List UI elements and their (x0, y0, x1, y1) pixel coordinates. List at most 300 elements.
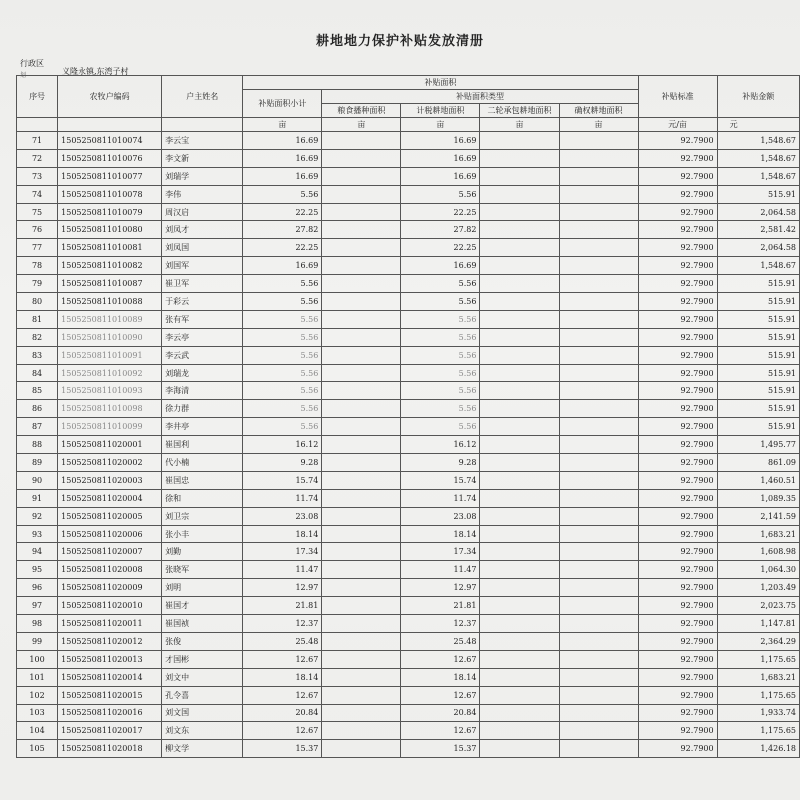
cell-taxed-area: 27.82 (401, 221, 480, 239)
cell-contract-area (480, 293, 559, 311)
cell-grain-area (322, 328, 401, 346)
cell-area-subtotal: 22.25 (243, 203, 322, 221)
cell-contract-area (480, 489, 559, 507)
cell-name: 李井亭 (162, 418, 243, 436)
table-row (17, 293, 800, 311)
cell-name: 崔国利 (162, 436, 243, 454)
cell-taxed-area: 5.56 (401, 346, 480, 364)
cell-contract-area (480, 454, 559, 472)
cell-grain-area (322, 597, 401, 615)
cell-household-code: 1505250811020005 (58, 507, 162, 525)
cell-amount: 515.91 (717, 293, 799, 311)
cell-household-code: 1505250811010089 (58, 310, 162, 328)
cell-name: 才国彬 (162, 650, 243, 668)
cell-household-code: 1505250811010081 (58, 239, 162, 257)
table-row (17, 436, 800, 454)
cell-area-subtotal: 16.69 (243, 257, 322, 275)
cell-amount: 515.91 (717, 400, 799, 418)
region-label: 行政区 (20, 59, 44, 68)
cell-seq: 81 (17, 310, 58, 328)
cell-contract-area (480, 650, 559, 668)
table-row (17, 650, 800, 668)
header-seq: 序号 (17, 76, 58, 118)
cell-area-subtotal: 20.84 (243, 704, 322, 722)
cell-seq: 71 (17, 132, 58, 150)
cell-contract-area (480, 382, 559, 400)
cell-contract-area (480, 632, 559, 650)
cell-household-code: 1505250811020002 (58, 454, 162, 472)
cell-seq: 85 (17, 382, 58, 400)
cell-grain-area (322, 561, 401, 579)
unit-cell-empty (17, 118, 58, 132)
cell-area-subtotal: 18.14 (243, 525, 322, 543)
cell-confirmed-area (559, 579, 638, 597)
cell-household-code: 1505250811020016 (58, 704, 162, 722)
cell-grain-area (322, 310, 401, 328)
cell-confirmed-area (559, 507, 638, 525)
cell-standard: 92.7900 (638, 418, 717, 436)
cell-name: 刘瑞学 (162, 167, 243, 185)
cell-amount: 1,548.67 (717, 149, 799, 167)
cell-name: 刘明 (162, 579, 243, 597)
cell-amount: 1,064.30 (717, 561, 799, 579)
cell-taxed-area: 15.37 (401, 740, 480, 758)
cell-name: 刘瑞龙 (162, 364, 243, 382)
cell-household-code: 1505250811010080 (58, 221, 162, 239)
cell-name: 崔国才 (162, 597, 243, 615)
cell-amount: 1,608.98 (717, 543, 799, 561)
cell-seq: 78 (17, 257, 58, 275)
cell-amount: 1,147.81 (717, 615, 799, 633)
cell-name: 张有军 (162, 310, 243, 328)
cell-confirmed-area (559, 382, 638, 400)
cell-confirmed-area (559, 346, 638, 364)
table-row (17, 579, 800, 597)
cell-amount: 515.91 (717, 185, 799, 203)
cell-confirmed-area (559, 650, 638, 668)
cell-seq: 100 (17, 650, 58, 668)
cell-seq: 98 (17, 615, 58, 633)
cell-area-subtotal: 22.25 (243, 239, 322, 257)
cell-standard: 92.7900 (638, 221, 717, 239)
cell-amount: 1,548.67 (717, 132, 799, 150)
cell-seq: 101 (17, 668, 58, 686)
table-row (17, 185, 800, 203)
cell-amount: 515.91 (717, 346, 799, 364)
cell-confirmed-area (559, 418, 638, 436)
cell-area-subtotal: 16.12 (243, 436, 322, 454)
cell-amount: 1,460.51 (717, 471, 799, 489)
table-row (17, 489, 800, 507)
header-confirmed-area: 确权耕地面积 (559, 104, 638, 118)
cell-seq: 84 (17, 364, 58, 382)
cell-household-code: 1505250811010099 (58, 418, 162, 436)
unit-contract: 亩 (480, 118, 559, 132)
cell-seq: 89 (17, 454, 58, 472)
cell-contract-area (480, 221, 559, 239)
cell-standard: 92.7900 (638, 382, 717, 400)
cell-standard: 92.7900 (638, 132, 717, 150)
cell-name: 崔国忠 (162, 471, 243, 489)
cell-taxed-area: 5.56 (401, 328, 480, 346)
cell-name: 崔卫军 (162, 275, 243, 293)
cell-confirmed-area (559, 293, 638, 311)
cell-confirmed-area (559, 471, 638, 489)
cell-amount: 1,548.67 (717, 257, 799, 275)
cell-household-code: 1505250811020014 (58, 668, 162, 686)
unit-grain: 亩 (322, 118, 401, 132)
cell-confirmed-area (559, 149, 638, 167)
table-body (17, 132, 800, 758)
cell-seq: 79 (17, 275, 58, 293)
cell-confirmed-area (559, 597, 638, 615)
cell-contract-area (480, 239, 559, 257)
cell-name: 李伟 (162, 185, 243, 203)
cell-household-code: 1505250811020012 (58, 632, 162, 650)
cell-grain-area (322, 382, 401, 400)
cell-household-code: 1505250811010076 (58, 149, 162, 167)
cell-area-subtotal: 5.56 (243, 310, 322, 328)
cell-household-code: 1505250811010092 (58, 364, 162, 382)
cell-taxed-area: 16.69 (401, 167, 480, 185)
cell-confirmed-area (559, 328, 638, 346)
table-row (17, 328, 800, 346)
cell-name: 柳文学 (162, 740, 243, 758)
cell-area-subtotal: 5.56 (243, 382, 322, 400)
cell-amount: 2,023.75 (717, 597, 799, 615)
table-row (17, 400, 800, 418)
cell-area-subtotal: 23.08 (243, 507, 322, 525)
cell-contract-area (480, 185, 559, 203)
header-amount: 补贴金额 (717, 76, 799, 118)
cell-taxed-area: 5.56 (401, 418, 480, 436)
table-row (17, 704, 800, 722)
table-row (17, 561, 800, 579)
cell-area-subtotal: 5.56 (243, 275, 322, 293)
cell-taxed-area: 12.67 (401, 722, 480, 740)
cell-confirmed-area (559, 632, 638, 650)
cell-grain-area (322, 132, 401, 150)
cell-confirmed-area (559, 239, 638, 257)
cell-confirmed-area (559, 740, 638, 758)
table-row (17, 275, 800, 293)
cell-grain-area (322, 221, 401, 239)
cell-household-code: 1505250811010087 (58, 275, 162, 293)
cell-confirmed-area (559, 185, 638, 203)
cell-name: 李云亭 (162, 328, 243, 346)
cell-area-subtotal: 11.47 (243, 561, 322, 579)
header-name: 户主姓名 (162, 76, 243, 118)
cell-taxed-area: 18.14 (401, 668, 480, 686)
cell-standard: 92.7900 (638, 436, 717, 454)
cell-standard: 92.7900 (638, 668, 717, 686)
cell-grain-area (322, 418, 401, 436)
cell-seq: 74 (17, 185, 58, 203)
unit-cell-empty (58, 118, 162, 132)
cell-standard: 92.7900 (638, 346, 717, 364)
cell-amount: 1,548.67 (717, 167, 799, 185)
region-label-tail: 划 (20, 72, 27, 79)
cell-grain-area (322, 579, 401, 597)
cell-area-subtotal: 25.48 (243, 632, 322, 650)
unit-subtotal: 亩 (243, 118, 322, 132)
cell-standard: 92.7900 (638, 525, 717, 543)
cell-contract-area (480, 275, 559, 293)
cell-area-subtotal: 12.37 (243, 615, 322, 633)
cell-taxed-area: 21.81 (401, 597, 480, 615)
table-row (17, 668, 800, 686)
cell-grain-area (322, 525, 401, 543)
cell-contract-area (480, 346, 559, 364)
cell-seq: 91 (17, 489, 58, 507)
cell-grain-area (322, 489, 401, 507)
table-row (17, 686, 800, 704)
cell-seq: 93 (17, 525, 58, 543)
cell-household-code: 1505250811020013 (58, 650, 162, 668)
cell-area-subtotal: 12.67 (243, 722, 322, 740)
cell-taxed-area: 18.14 (401, 525, 480, 543)
cell-standard: 92.7900 (638, 328, 717, 346)
cell-standard: 92.7900 (638, 471, 717, 489)
cell-grain-area (322, 293, 401, 311)
cell-confirmed-area (559, 257, 638, 275)
cell-amount: 1,175.65 (717, 650, 799, 668)
cell-contract-area (480, 615, 559, 633)
cell-standard: 92.7900 (638, 561, 717, 579)
table-row (17, 471, 800, 489)
cell-grain-area (322, 615, 401, 633)
cell-confirmed-area (559, 400, 638, 418)
cell-household-code: 1505250811020018 (58, 740, 162, 758)
cell-contract-area (480, 668, 559, 686)
cell-seq: 80 (17, 293, 58, 311)
cell-area-subtotal: 21.81 (243, 597, 322, 615)
cell-taxed-area: 5.56 (401, 364, 480, 382)
cell-name: 刘文东 (162, 722, 243, 740)
cell-amount: 1,203.49 (717, 579, 799, 597)
cell-household-code: 1505250811010079 (58, 203, 162, 221)
cell-name: 李海清 (162, 382, 243, 400)
cell-amount: 515.91 (717, 364, 799, 382)
cell-area-subtotal: 5.56 (243, 400, 322, 418)
cell-amount: 2,364.29 (717, 632, 799, 650)
table-row (17, 310, 800, 328)
cell-household-code: 1505250811010077 (58, 167, 162, 185)
cell-name: 刘凤国 (162, 239, 243, 257)
unit-cell-empty (162, 118, 243, 132)
cell-area-subtotal: 9.28 (243, 454, 322, 472)
cell-taxed-area: 11.74 (401, 489, 480, 507)
cell-area-subtotal: 15.37 (243, 740, 322, 758)
cell-standard: 92.7900 (638, 740, 717, 758)
cell-contract-area (480, 471, 559, 489)
table-row (17, 597, 800, 615)
cell-standard: 92.7900 (638, 275, 717, 293)
cell-taxed-area: 22.25 (401, 239, 480, 257)
cell-household-code: 1505250811020010 (58, 597, 162, 615)
cell-seq: 75 (17, 203, 58, 221)
cell-standard: 92.7900 (638, 364, 717, 382)
cell-household-code: 1505250811020003 (58, 471, 162, 489)
cell-standard: 92.7900 (638, 507, 717, 525)
cell-area-subtotal: 17.34 (243, 543, 322, 561)
cell-contract-area (480, 579, 559, 597)
cell-seq: 102 (17, 686, 58, 704)
cell-taxed-area: 12.97 (401, 579, 480, 597)
cell-household-code: 1505250811020009 (58, 579, 162, 597)
table-header (17, 76, 800, 132)
cell-standard: 92.7900 (638, 704, 717, 722)
cell-contract-area (480, 203, 559, 221)
cell-taxed-area: 5.56 (401, 382, 480, 400)
cell-seq: 104 (17, 722, 58, 740)
header-area-subtotal: 补贴面积小计 (243, 90, 322, 118)
cell-seq: 105 (17, 740, 58, 758)
cell-household-code: 1505250811010091 (58, 346, 162, 364)
document-title: 耕地地力保护补贴发放清册 (315, 34, 484, 49)
cell-household-code: 1505250811010082 (58, 257, 162, 275)
table-row (17, 346, 800, 364)
cell-taxed-area: 16.69 (401, 132, 480, 150)
cell-name: 徐力群 (162, 400, 243, 418)
cell-amount: 2,141.59 (717, 507, 799, 525)
cell-contract-area (480, 597, 559, 615)
subsidy-table (16, 75, 800, 758)
cell-area-subtotal: 5.56 (243, 418, 322, 436)
cell-seq: 95 (17, 561, 58, 579)
cell-amount: 1,175.65 (717, 722, 799, 740)
cell-seq: 83 (17, 346, 58, 364)
cell-household-code: 1505250811010074 (58, 132, 162, 150)
cell-confirmed-area (559, 436, 638, 454)
cell-taxed-area: 5.56 (401, 293, 480, 311)
cell-grain-area (322, 704, 401, 722)
header-area-type: 补贴面积类型 (322, 90, 638, 104)
cell-standard: 92.7900 (638, 650, 717, 668)
cell-grain-area (322, 346, 401, 364)
cell-grain-area (322, 400, 401, 418)
cell-grain-area (322, 364, 401, 382)
cell-household-code: 1505250811010088 (58, 293, 162, 311)
cell-contract-area (480, 436, 559, 454)
table-row (17, 525, 800, 543)
cell-confirmed-area (559, 167, 638, 185)
cell-contract-area (480, 257, 559, 275)
cell-seq: 77 (17, 239, 58, 257)
cell-household-code: 1505250811020017 (58, 722, 162, 740)
cell-household-code: 1505250811010093 (58, 382, 162, 400)
cell-name: 李云武 (162, 346, 243, 364)
cell-area-subtotal: 16.69 (243, 149, 322, 167)
cell-name: 刘文国 (162, 704, 243, 722)
cell-confirmed-area (559, 275, 638, 293)
cell-grain-area (322, 650, 401, 668)
cell-area-subtotal: 16.69 (243, 167, 322, 185)
cell-area-subtotal: 12.97 (243, 579, 322, 597)
cell-taxed-area: 11.47 (401, 561, 480, 579)
cell-amount: 1,683.21 (717, 525, 799, 543)
cell-grain-area (322, 239, 401, 257)
cell-area-subtotal: 5.56 (243, 364, 322, 382)
cell-taxed-area: 25.48 (401, 632, 480, 650)
cell-taxed-area: 12.67 (401, 650, 480, 668)
cell-standard: 92.7900 (638, 257, 717, 275)
cell-standard: 92.7900 (638, 149, 717, 167)
cell-grain-area (322, 543, 401, 561)
cell-seq: 86 (17, 400, 58, 418)
cell-standard: 92.7900 (638, 632, 717, 650)
cell-amount: 515.91 (717, 418, 799, 436)
cell-name: 张俊 (162, 632, 243, 650)
cell-contract-area (480, 149, 559, 167)
cell-standard: 92.7900 (638, 686, 717, 704)
cell-confirmed-area (559, 525, 638, 543)
cell-household-code: 1505250811010090 (58, 328, 162, 346)
cell-amount: 1,495.77 (717, 436, 799, 454)
cell-household-code: 1505250811020006 (58, 525, 162, 543)
unit-standard: 元/亩 (638, 118, 717, 132)
cell-taxed-area: 5.56 (401, 400, 480, 418)
cell-taxed-area: 5.56 (401, 275, 480, 293)
cell-amount: 515.91 (717, 310, 799, 328)
cell-taxed-area: 17.34 (401, 543, 480, 561)
cell-taxed-area: 23.08 (401, 507, 480, 525)
cell-seq: 73 (17, 167, 58, 185)
cell-amount: 1,175.65 (717, 686, 799, 704)
cell-contract-area (480, 132, 559, 150)
cell-standard: 92.7900 (638, 293, 717, 311)
cell-name: 徐和 (162, 489, 243, 507)
cell-contract-area (480, 364, 559, 382)
cell-standard: 92.7900 (638, 615, 717, 633)
cell-name: 于彩云 (162, 293, 243, 311)
cell-grain-area (322, 436, 401, 454)
cell-amount: 1,089.35 (717, 489, 799, 507)
cell-name: 刘凤才 (162, 221, 243, 239)
cell-confirmed-area (559, 132, 638, 150)
cell-household-code: 1505250811010098 (58, 400, 162, 418)
cell-contract-area (480, 543, 559, 561)
cell-amount: 515.91 (717, 275, 799, 293)
cell-seq: 94 (17, 543, 58, 561)
cell-name: 张小丰 (162, 525, 243, 543)
header-grain-area: 粮食播种面积 (322, 104, 401, 118)
table-row (17, 507, 800, 525)
cell-area-subtotal: 15.74 (243, 471, 322, 489)
cell-standard: 92.7900 (638, 203, 717, 221)
table-row (17, 203, 800, 221)
cell-name: 刘国军 (162, 257, 243, 275)
cell-grain-area (322, 686, 401, 704)
cell-taxed-area: 16.12 (401, 436, 480, 454)
cell-contract-area (480, 418, 559, 436)
cell-contract-area (480, 561, 559, 579)
cell-name: 崔国祯 (162, 615, 243, 633)
cell-name: 孔令喜 (162, 686, 243, 704)
cell-confirmed-area (559, 543, 638, 561)
cell-confirmed-area (559, 203, 638, 221)
cell-household-code: 1505250811020011 (58, 615, 162, 633)
cell-grain-area (322, 167, 401, 185)
cell-standard: 92.7900 (638, 185, 717, 203)
cell-confirmed-area (559, 686, 638, 704)
cell-grain-area (322, 668, 401, 686)
cell-contract-area (480, 400, 559, 418)
cell-confirmed-area (559, 668, 638, 686)
cell-standard: 92.7900 (638, 489, 717, 507)
cell-contract-area (480, 686, 559, 704)
cell-grain-area (322, 454, 401, 472)
